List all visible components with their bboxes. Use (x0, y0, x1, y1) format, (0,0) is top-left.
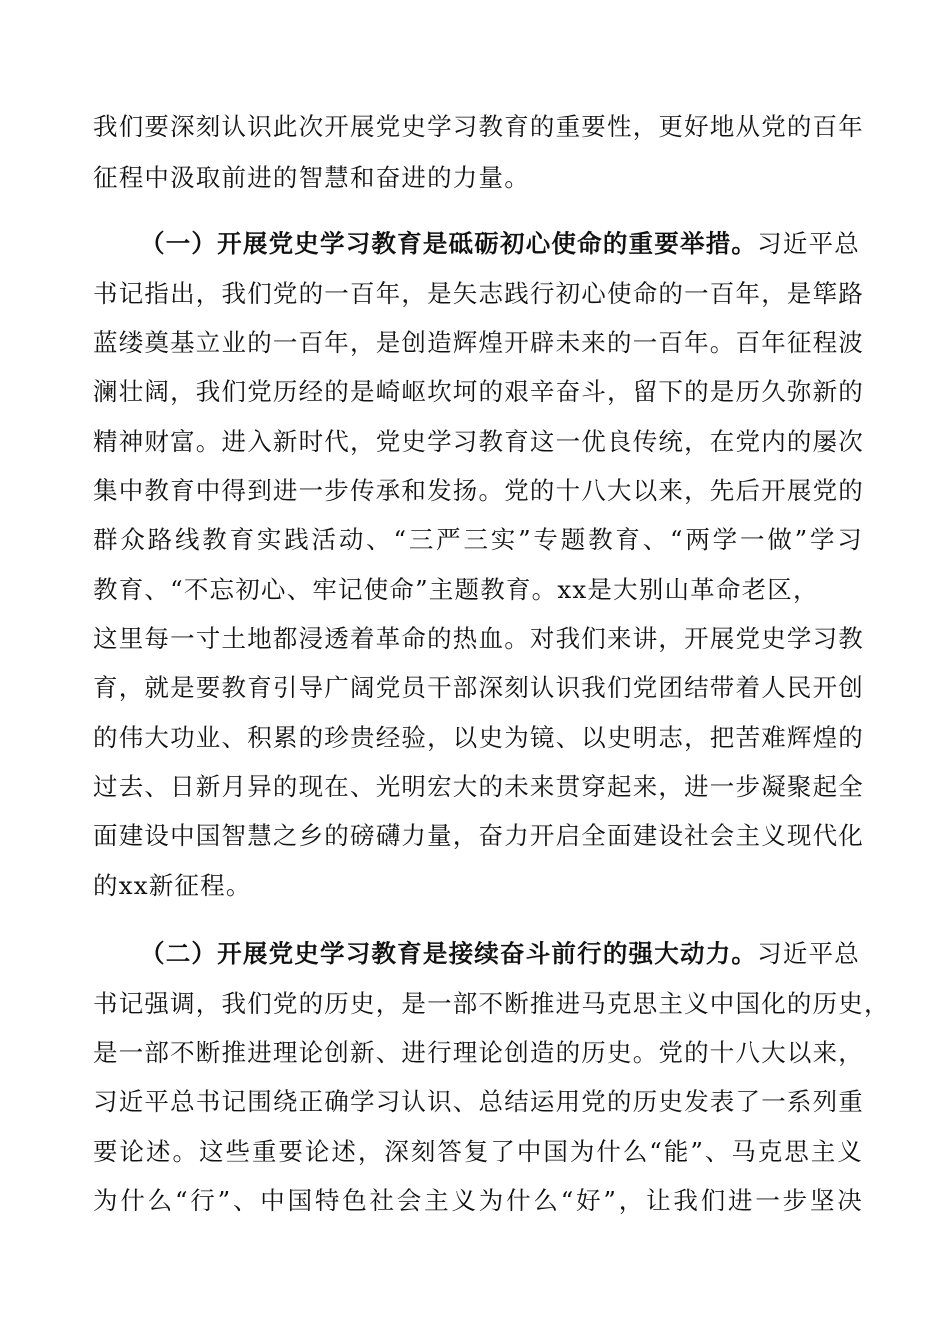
section1-line: 澜壮阔，我们党历经的是崎岖坎坷的艰辛奋斗，留下的是历久弥新的 (93, 377, 864, 406)
section1-line: 群众路线教育实践活动、“三严三实”专题教育、“两学一做”学习 (93, 525, 863, 554)
section1-line: 精神财富。进入新时代，党史学习教育这一优良传统，在党内的屡次 (93, 427, 864, 456)
section1-line: 这里每一寸土地都浸透着革命的热血。对我们来讲，开展党史学习教 (93, 624, 864, 653)
section1-heading: （一）开展党史学习教育是砥砺初心使命的重要举措。 (140, 229, 758, 258)
section1-line: 蓝缕奠基立业的一百年，是创造辉煌开辟未来的一百年。百年征程波 (93, 328, 864, 357)
section2-line: 是一部不断推进理论创新、进行理论创造的历史。党的十八大以来， (93, 1038, 864, 1067)
section2-line: 为什么“行”、中国特色社会主义为什么“好”，让我们进一步坚决 (93, 1186, 863, 1215)
section1-line: 育，就是要教育引导广阔党员干部深刻认识我们党团结带着人民开创 (93, 673, 864, 702)
section1-heading-rest: 习近平总 (757, 229, 860, 258)
section1-line: 书记指出，我们党的一百年，是矢志践行初心使命的一百年，是筚路 (93, 279, 864, 308)
section2-first-line (140, 938, 860, 970)
intro-line: 征程中汲取前进的智慧和奋进的力量。 (93, 163, 530, 192)
section2-line: 书记强调，我们党的历史，是一部不断推进马克思主义中国化的历史， (93, 989, 890, 1018)
section1-line: 教育、“不忘初心、牢记使命”主题教育。xx是大别山革命老区， (93, 575, 819, 604)
section1-line: 面建设中国智慧之乡的磅礴力量，奋力开启全面建设社会主义现代化 (93, 821, 864, 850)
intro-line: 我们要深刻认识此次开展党史学习教育的重要性，更好地从党的百年 (93, 112, 864, 141)
section1-line: 集中教育中得到进一步传承和发扬。党的十八大以来，先后开展党的 (93, 476, 864, 505)
section1-first-line (140, 228, 860, 260)
section2-line: 习近平总书记围绕正确学习认识、总结运用党的历史发表了一系列重 (93, 1087, 864, 1116)
section1-line: 的xx新征程。 (93, 871, 252, 900)
section1-line: 的伟大功业、积累的珍贵经验，以史为镜、以史明志，把苦难辉煌的 (93, 723, 864, 752)
section2-heading: （二）开展党史学习教育是接续奋斗前行的强大动力。 (140, 939, 758, 968)
section2-line: 要论述。这些重要论述，深刻答复了中国为什么“能”、马克思主义 (93, 1137, 863, 1166)
section1-line: 过去、日新月异的现在、光明宏大的未来贯穿起来，进一步凝聚起全 (93, 772, 864, 801)
section2-heading-rest: 习近平总 (757, 939, 860, 968)
